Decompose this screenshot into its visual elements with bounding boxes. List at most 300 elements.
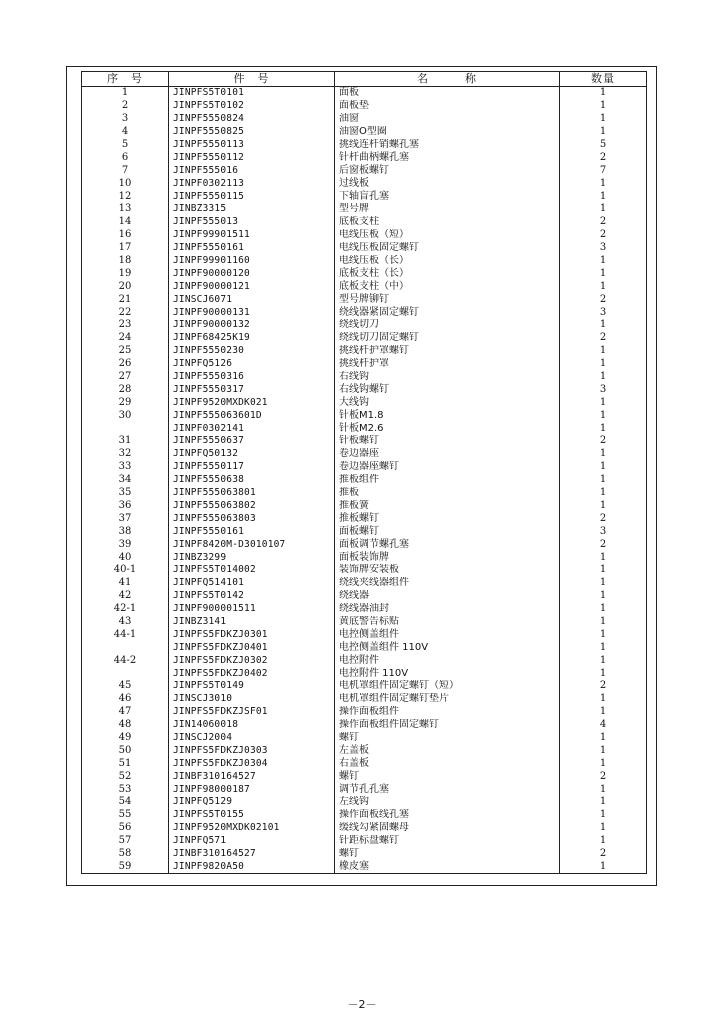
row-seq: 34	[82, 474, 169, 487]
row-seq: 43	[82, 616, 169, 629]
row-name: 挑线杆护罩	[335, 358, 560, 371]
row-qty: 7	[560, 164, 647, 177]
row-qty: 1	[560, 822, 647, 835]
table-row	[82, 744, 647, 757]
row-name: 装饰牌安装板	[335, 564, 560, 577]
row-qty: 1	[560, 616, 647, 629]
row-name: 缓线勾紧固螺母	[335, 822, 560, 835]
row-qty: 1	[560, 448, 647, 461]
row-seq: 19	[82, 267, 169, 280]
row-name: 面板装饰牌	[335, 551, 560, 564]
row-qty: 4	[560, 719, 647, 732]
row-seq: 28	[82, 383, 169, 396]
row-part-no: JINPF555063601D	[169, 409, 335, 422]
row-qty: 1	[560, 358, 647, 371]
table-row	[82, 487, 647, 500]
row-name: 右盖板	[335, 757, 560, 770]
row-seq: 31	[82, 435, 169, 448]
row-qty: 2	[560, 680, 647, 693]
row-qty: 2	[560, 848, 647, 861]
row-seq: 33	[82, 461, 169, 474]
row-part-no: JINBZ3141	[169, 616, 335, 629]
row-part-no: JINSCJ2004	[169, 732, 335, 745]
table-row	[82, 835, 647, 848]
row-part-no: JINPF5550637	[169, 435, 335, 448]
row-part-no: JINPF90000120	[169, 267, 335, 280]
row-seq: 1	[82, 87, 169, 100]
row-seq: 24	[82, 332, 169, 345]
row-seq: 26	[82, 358, 169, 371]
table-row	[82, 203, 647, 216]
row-qty: 1	[560, 190, 647, 203]
row-name: 推板	[335, 487, 560, 500]
row-qty: 1	[560, 280, 647, 293]
row-name: 左盖板	[335, 744, 560, 757]
table-row	[82, 590, 647, 603]
row-name: 电线压板（短）	[335, 229, 560, 242]
row-name: 绕线切刀固定螺钉	[335, 332, 560, 345]
row-qty: 1	[560, 744, 647, 757]
row-part-no: JINPF99901511	[169, 229, 335, 242]
table-row	[82, 100, 647, 113]
row-name: 油窗O型圈	[335, 126, 560, 139]
table-row	[82, 577, 647, 590]
row-name: 过线板	[335, 177, 560, 190]
row-seq: 29	[82, 396, 169, 409]
row-part-no: JINPFS5FDKZJSF01	[169, 706, 335, 719]
row-name: 针板M2.6	[335, 422, 560, 435]
row-name: 电控附件 110V	[335, 667, 560, 680]
row-part-no: JINPFS5FDKZJ0401	[169, 641, 335, 654]
row-name: 电控附件	[335, 654, 560, 667]
row-qty: 2	[560, 512, 647, 525]
row-seq: 51	[82, 757, 169, 770]
table-row	[82, 564, 647, 577]
table-row	[82, 551, 647, 564]
row-qty: 1	[560, 757, 647, 770]
header-part-no: 件 号	[169, 72, 335, 87]
table-row	[82, 641, 647, 654]
table-row	[82, 435, 647, 448]
row-name: 针距标盘螺钉	[335, 835, 560, 848]
row-qty: 1	[560, 603, 647, 616]
row-qty: 3	[560, 383, 647, 396]
row-seq	[82, 422, 169, 435]
row-part-no: JINPF8420M-D3010107	[169, 538, 335, 551]
row-seq: 58	[82, 848, 169, 861]
row-qty: 1	[560, 732, 647, 745]
row-seq: 40	[82, 551, 169, 564]
row-name: 左线钩	[335, 796, 560, 809]
row-name: 油窗	[335, 113, 560, 126]
row-part-no: JINPF555063802	[169, 500, 335, 513]
table-row	[82, 525, 647, 538]
parts-list-table	[81, 71, 647, 874]
header-name: 名 称	[335, 72, 560, 87]
row-seq: 22	[82, 306, 169, 319]
row-name: 面板调节螺孔塞	[335, 538, 560, 551]
table-row	[82, 113, 647, 126]
row-qty: 1	[560, 267, 647, 280]
row-qty: 1	[560, 396, 647, 409]
row-seq: 55	[82, 809, 169, 822]
row-seq: 20	[82, 280, 169, 293]
row-name: 螺钉	[335, 770, 560, 783]
row-part-no: JINPF0302141	[169, 422, 335, 435]
table-row	[82, 190, 647, 203]
row-name: 面板	[335, 87, 560, 100]
row-qty: 1	[560, 500, 647, 513]
table-row	[82, 383, 647, 396]
row-qty: 1	[560, 203, 647, 216]
table-row	[82, 332, 647, 345]
row-part-no: JINPF5550161	[169, 525, 335, 538]
row-qty: 1	[560, 551, 647, 564]
row-name: 绕线器紧固定螺钉	[335, 306, 560, 319]
table-row	[82, 164, 647, 177]
row-part-no: JINPF99901160	[169, 255, 335, 268]
row-name: 右线钩螺钉	[335, 383, 560, 396]
row-qty: 1	[560, 474, 647, 487]
header-qty: 数量	[560, 72, 647, 87]
row-part-no: JINPF5550113	[169, 139, 335, 152]
row-name: 电线压板（长）	[335, 255, 560, 268]
table-row	[82, 216, 647, 229]
row-part-no: JINPF9520MXDK02101	[169, 822, 335, 835]
row-seq: 40-1	[82, 564, 169, 577]
table-row	[82, 719, 647, 732]
row-seq: 25	[82, 345, 169, 358]
row-name: 绕线夹线器组件	[335, 577, 560, 590]
table-row	[82, 319, 647, 332]
row-name: 底板支柱（中）	[335, 280, 560, 293]
row-seq: 13	[82, 203, 169, 216]
row-qty: 2	[560, 151, 647, 164]
row-seq: 53	[82, 783, 169, 796]
row-qty: 1	[560, 796, 647, 809]
table-row	[82, 757, 647, 770]
row-part-no: JINPFQ50132	[169, 448, 335, 461]
row-name: 螺钉	[335, 732, 560, 745]
row-qty: 1	[560, 461, 647, 474]
row-seq: 46	[82, 693, 169, 706]
table-row	[82, 512, 647, 525]
row-name: 针板螺钉	[335, 435, 560, 448]
row-qty: 1	[560, 628, 647, 641]
row-seq: 14	[82, 216, 169, 229]
row-name: 推板螺钉	[335, 512, 560, 525]
row-name: 针杆曲柄螺孔塞	[335, 151, 560, 164]
row-qty: 1	[560, 693, 647, 706]
row-name: 绕线切刀	[335, 319, 560, 332]
table-row	[82, 680, 647, 693]
row-qty: 2	[560, 435, 647, 448]
row-name: 操作面板线孔塞	[335, 809, 560, 822]
row-part-no: JINPF555063801	[169, 487, 335, 500]
row-seq: 44-2	[82, 654, 169, 667]
row-part-no: JINPFQ5126	[169, 358, 335, 371]
table-row	[82, 448, 647, 461]
row-qty: 1	[560, 409, 647, 422]
table-row	[82, 177, 647, 190]
row-part-no: JINPF90000131	[169, 306, 335, 319]
table-row	[82, 409, 647, 422]
row-name: 绕线器	[335, 590, 560, 603]
row-name: 操作面板组件	[335, 706, 560, 719]
row-qty: 1	[560, 641, 647, 654]
table-row	[82, 422, 647, 435]
row-seq: 3	[82, 113, 169, 126]
row-qty: 1	[560, 371, 647, 384]
row-seq: 47	[82, 706, 169, 719]
row-qty: 1	[560, 809, 647, 822]
row-qty: 1	[560, 126, 647, 139]
row-part-no: JINPF900001511	[169, 603, 335, 616]
row-part-no: JINPF5550112	[169, 151, 335, 164]
row-part-no: JINPFS5T0155	[169, 809, 335, 822]
row-qty: 3	[560, 525, 647, 538]
row-part-no: JINPFS5T0149	[169, 680, 335, 693]
row-name: 橡皮塞	[335, 860, 560, 873]
row-part-no: JINPFS5FDKZJ0304	[169, 757, 335, 770]
table-row	[82, 603, 647, 616]
row-name: 下轴盲孔塞	[335, 190, 560, 203]
table-row	[82, 616, 647, 629]
row-seq: 18	[82, 255, 169, 268]
table-row	[82, 848, 647, 861]
row-part-no: JINPFQ514101	[169, 577, 335, 590]
table-row	[82, 809, 647, 822]
row-qty: 1	[560, 422, 647, 435]
row-name: 绕线器油封	[335, 603, 560, 616]
row-part-no: JINSCJ3010	[169, 693, 335, 706]
table-row	[82, 822, 647, 835]
table-row	[82, 267, 647, 280]
row-qty: 2	[560, 216, 647, 229]
row-part-no: JINPFQ571	[169, 835, 335, 848]
row-name: 卷边器座	[335, 448, 560, 461]
row-qty: 3	[560, 242, 647, 255]
row-part-no: JINPFS5FDKZJ0303	[169, 744, 335, 757]
row-qty: 2	[560, 332, 647, 345]
row-name: 针板M1.8	[335, 409, 560, 422]
row-name: 面板螺钉	[335, 525, 560, 538]
row-name: 推板簧	[335, 500, 560, 513]
row-name: 底板支柱（长）	[335, 267, 560, 280]
row-qty: 2	[560, 538, 647, 551]
row-seq: 59	[82, 860, 169, 873]
row-qty: 2	[560, 293, 647, 306]
table-row	[82, 500, 647, 513]
row-part-no: JINPF68425K19	[169, 332, 335, 345]
row-qty: 1	[560, 177, 647, 190]
row-qty: 1	[560, 783, 647, 796]
row-seq: 7	[82, 164, 169, 177]
table-row	[82, 654, 647, 667]
header-seq: 序 号	[82, 72, 169, 87]
table-row	[82, 461, 647, 474]
table-row	[82, 242, 647, 255]
row-part-no: JINPF90000132	[169, 319, 335, 332]
row-qty: 1	[560, 87, 647, 100]
table-row	[82, 280, 647, 293]
row-qty: 1	[560, 113, 647, 126]
row-name: 调节孔孔塞	[335, 783, 560, 796]
row-part-no: JINPF555016	[169, 164, 335, 177]
table-body	[82, 87, 647, 874]
row-seq: 2	[82, 100, 169, 113]
row-seq: 52	[82, 770, 169, 783]
row-qty: 1	[560, 564, 647, 577]
table-row	[82, 628, 647, 641]
row-qty: 1	[560, 577, 647, 590]
row-part-no: JINPFS5T014002	[169, 564, 335, 577]
row-qty: 1	[560, 835, 647, 848]
row-qty: 1	[560, 860, 647, 873]
row-name: 电控侧盖组件	[335, 628, 560, 641]
row-qty: 1	[560, 667, 647, 680]
row-seq: 37	[82, 512, 169, 525]
table-row	[82, 345, 647, 358]
row-part-no: JIN14060018	[169, 719, 335, 732]
row-seq: 56	[82, 822, 169, 835]
row-part-no: JINPF5550161	[169, 242, 335, 255]
row-seq: 42-1	[82, 603, 169, 616]
row-name: 右线钩	[335, 371, 560, 384]
row-qty: 5	[560, 139, 647, 152]
row-seq: 5	[82, 139, 169, 152]
table-row	[82, 87, 647, 100]
table-row	[82, 371, 647, 384]
row-seq: 17	[82, 242, 169, 255]
row-part-no: JINPF5550824	[169, 113, 335, 126]
row-part-no: JINPF90000121	[169, 280, 335, 293]
row-seq: 27	[82, 371, 169, 384]
row-part-no: JINPF5550117	[169, 461, 335, 474]
row-qty: 1	[560, 654, 647, 667]
row-part-no: JINPFS5FDKZJ0302	[169, 654, 335, 667]
table-row	[82, 151, 647, 164]
row-part-no: JINBF310164527	[169, 770, 335, 783]
table-row	[82, 126, 647, 139]
row-name: 大线钩	[335, 396, 560, 409]
row-qty: 1	[560, 100, 647, 113]
row-seq: 50	[82, 744, 169, 757]
row-part-no: JINPF5550825	[169, 126, 335, 139]
row-part-no: JINPFS5T0101	[169, 87, 335, 100]
row-qty: 2	[560, 770, 647, 783]
row-qty: 1	[560, 590, 647, 603]
row-part-no: JINBF310164527	[169, 848, 335, 861]
row-seq: 23	[82, 319, 169, 332]
row-name: 挑线连杆销螺孔塞	[335, 139, 560, 152]
row-seq: 21	[82, 293, 169, 306]
row-seq: 42	[82, 590, 169, 603]
row-part-no: JINPF5550316	[169, 371, 335, 384]
row-seq: 38	[82, 525, 169, 538]
table-row	[82, 693, 647, 706]
row-seq: 48	[82, 719, 169, 732]
table-row	[82, 860, 647, 873]
row-part-no: JINPF5550317	[169, 383, 335, 396]
row-name: 电线压板固定螺钉	[335, 242, 560, 255]
row-part-no: JINPF9820A50	[169, 860, 335, 873]
row-qty: 1	[560, 706, 647, 719]
row-seq	[82, 667, 169, 680]
table-row	[82, 770, 647, 783]
row-seq: 4	[82, 126, 169, 139]
row-name: 电控侧盖组件 110V	[335, 641, 560, 654]
row-part-no: JINPF0302113	[169, 177, 335, 190]
row-part-no: JINPFS5FDKZJ0301	[169, 628, 335, 641]
row-seq: 41	[82, 577, 169, 590]
row-part-no: JINBZ3315	[169, 203, 335, 216]
table-row	[82, 538, 647, 551]
row-name: 卷边器座螺钉	[335, 461, 560, 474]
row-part-no: JINPFS5T0142	[169, 590, 335, 603]
row-part-no: JINPF5550115	[169, 190, 335, 203]
row-qty: 1	[560, 255, 647, 268]
row-qty: 1	[560, 487, 647, 500]
table-row	[82, 783, 647, 796]
row-part-no: JINPF5550638	[169, 474, 335, 487]
row-part-no: JINSCJ6071	[169, 293, 335, 306]
row-part-no: JINPF9520MXDK021	[169, 396, 335, 409]
row-name: 挑线杆护罩螺钉	[335, 345, 560, 358]
table-row	[82, 796, 647, 809]
row-seq: 30	[82, 409, 169, 422]
row-name: 推板组件	[335, 474, 560, 487]
row-seq: 54	[82, 796, 169, 809]
row-seq: 44-1	[82, 628, 169, 641]
table-row	[82, 706, 647, 719]
table-header-row	[82, 72, 647, 87]
row-part-no: JINPFQ5129	[169, 796, 335, 809]
table-row	[82, 396, 647, 409]
row-name: 型号牌铆钉	[335, 293, 560, 306]
row-name: 电机罩组件固定螺钉垫片	[335, 693, 560, 706]
row-part-no: JINBZ3299	[169, 551, 335, 564]
row-part-no: JINPF555013	[169, 216, 335, 229]
row-part-no: JINPFS5FDKZJ0402	[169, 667, 335, 680]
table-row	[82, 358, 647, 371]
row-seq: 6	[82, 151, 169, 164]
table-row	[82, 474, 647, 487]
row-qty: 1	[560, 319, 647, 332]
row-name: 面板垫	[335, 100, 560, 113]
row-seq: 57	[82, 835, 169, 848]
row-seq: 35	[82, 487, 169, 500]
row-part-no: JINPFS5T0102	[169, 100, 335, 113]
row-seq: 16	[82, 229, 169, 242]
row-seq: 36	[82, 500, 169, 513]
table-row	[82, 667, 647, 680]
row-name: 操作面板组件固定螺钉	[335, 719, 560, 732]
row-name: 型号牌	[335, 203, 560, 216]
row-part-no: JINPF555063803	[169, 512, 335, 525]
row-qty: 2	[560, 229, 647, 242]
row-seq: 32	[82, 448, 169, 461]
table-row	[82, 255, 647, 268]
table-row	[82, 306, 647, 319]
row-name: 螺钉	[335, 848, 560, 861]
row-seq: 39	[82, 538, 169, 551]
table-row	[82, 293, 647, 306]
row-seq: 12	[82, 190, 169, 203]
row-seq: 49	[82, 732, 169, 745]
row-name: 电机罩组件固定螺钉（短）	[335, 680, 560, 693]
row-seq	[82, 641, 169, 654]
